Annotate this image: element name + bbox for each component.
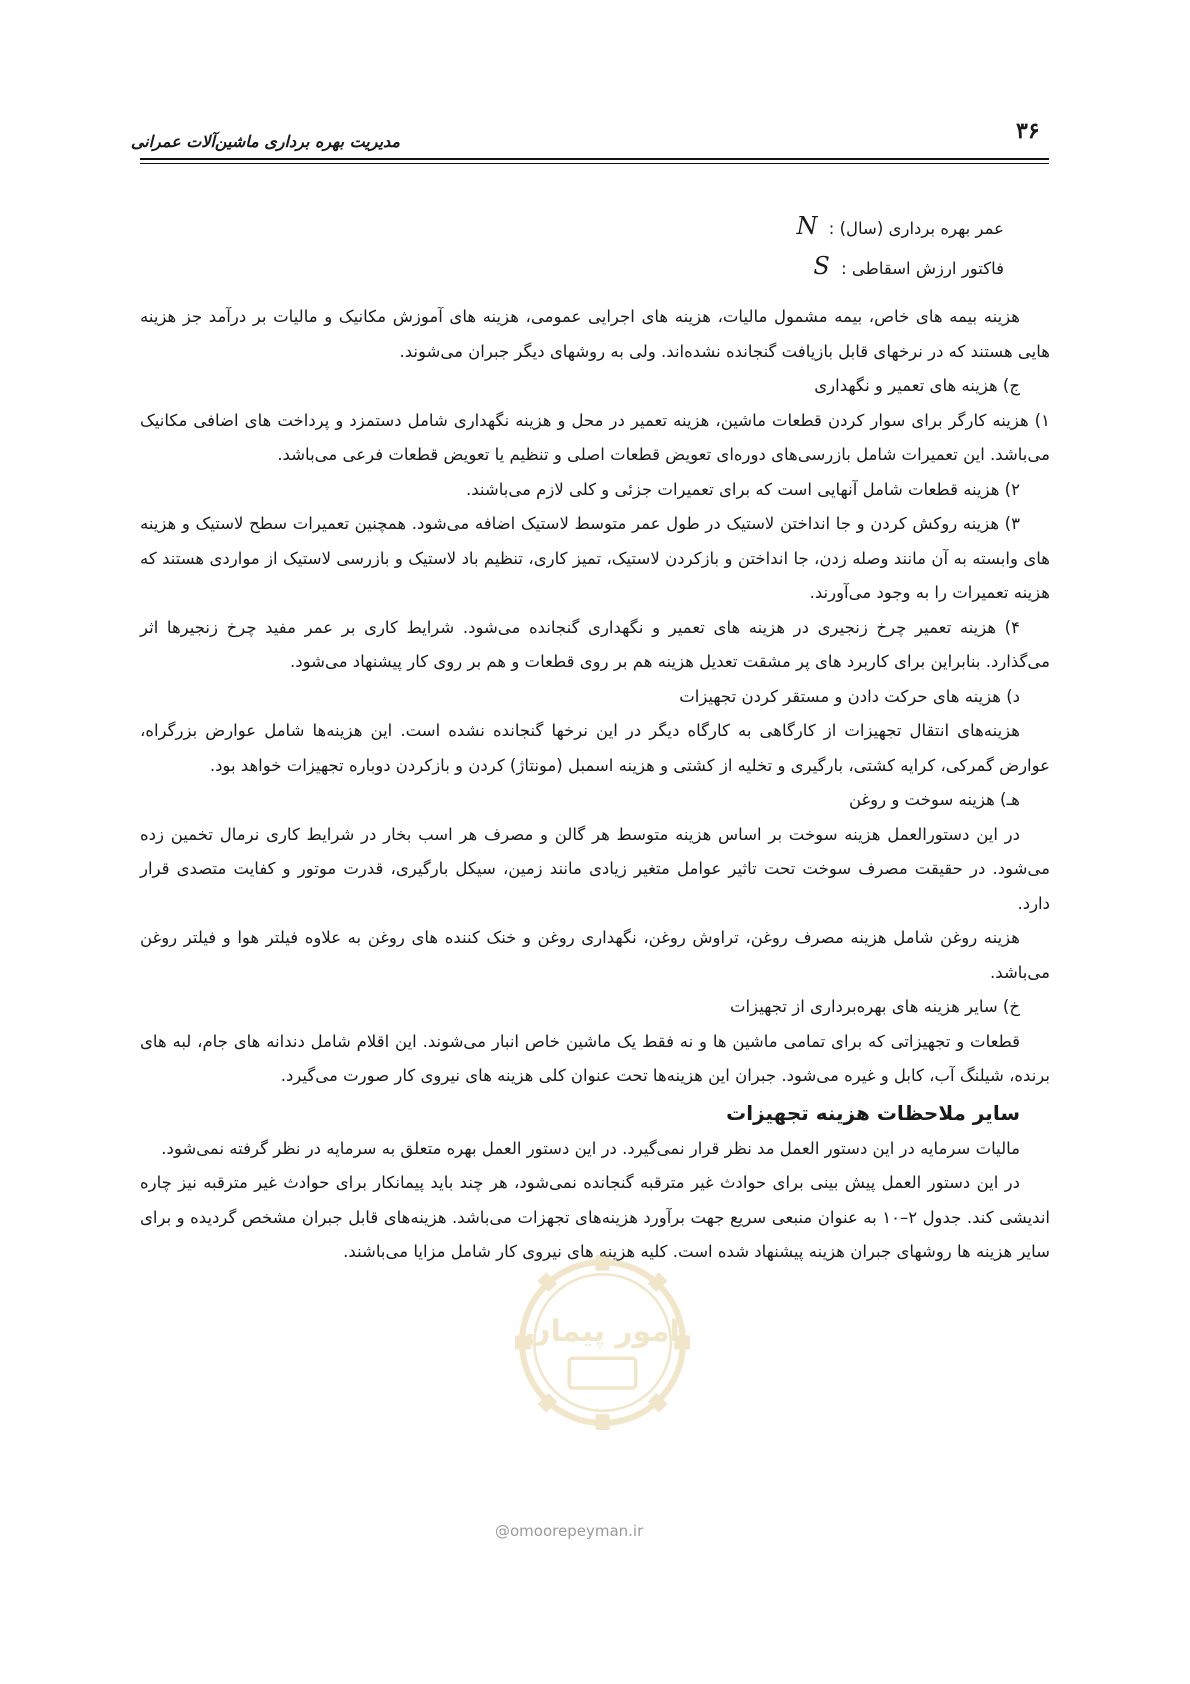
running-header-title: مدیریت بهره برداری ماشین‌آلات عمرانی [130,132,400,151]
paragraph: مالیات سرمایه در این دستور العمل مد نظر قرار نمی‌گیرد. در این دستور العمل بهره متعلق به سرمایه در نظر گرفته نمی‌شود. [161,1138,1020,1158]
paragraph: در این دستورالعمل هزینه سوخت بر اساس هزینه متوسط هر گالن و مصرف هر اسب بخار در شرایط کاری نرمال تخمین زده می‌شود. در حقیقت مصرف سوخت تحت تاثیر عوامل متغیر زیادی مانند زمین، سیکل بارگیری، قدرت موتور و کفایت متصدی قرار دارد. [140,824,1050,913]
header-rule-thin [140,163,1049,164]
paragraph: قطعات و تجهیزاتی که برای تمامی ماشین ها و نه فقط یک ماشین خاص انبار می‌شوند. این اقلام شامل دندانه های جام، لبه های برنده، شیلنگ آب، کابل و غیره می‌شود. جبران این هزینه‌ها تحت عنوان کلی هزینه های نیروی کار صورت می‌گیرد. [140,1031,1050,1085]
paragraph: در این دستور العمل پیش بینی برای حوادث غیر مترقبه گنجانده نمی‌شود، هر چند باید پیمانکار برای حوادث غیر مترقبه نیز چاره اندیشی کند. جدول ۲–۱۰ به عنوان منبعی سریع جهت برآورد هزینه‌های تجهزات می‌باشد. هزینه‌های قابل جبران مشخص گردیده و برای سایر هزینه ها روشهای جبران هزینه پیشنهاد شده است. کلیه هزینه های نیروی کار شامل مزایا می‌باشند. [140,1173,1051,1261]
section-title: سایر ملاحظات هزینه تجهیزات [726,1100,1020,1125]
definition-label: فاکتور ارزش اسقاطی : [841,259,1004,278]
paragraph: ۳) هزینه روکش کردن و جا انداختن لاستیک در طول عمر متوسط لاستیک اضافه می‌شود. همچنین تعمیرات سطح لاستیک و هزینه های وابسته به آن مانند وصله زدن، جا انداختن و بازکردن لاستیک، تمیز کاری، تنظیم باد لاستیک و بازرسی لاستیک از مواردی هستند که هزینه تعمیرات را به وجود می‌آورند. [140,514,1050,602]
header-rule [140,158,1049,160]
subheading: ج) هزینه های تعمیر و نگهداری [814,376,1020,395]
definition-s [813,252,1004,280]
subheading: د) هزینه های حرکت دادن و مستقر کردن تجهیزات [679,686,1020,706]
definition-n [797,212,1004,240]
at-icon: @ [495,1522,510,1540]
watermark-logo-text: امور پیمان [525,1313,680,1349]
paragraph: ۱) هزینه کارگر برای سوار کردن قطعات ماشین، هزینه تعمیر در محل و هزینه نگهداری شامل دستمزد و پرداخت های اضافی مکانیک می‌باشد. این تعمیرات شامل بازرسی‌های دوره‌ای تعویض قطعات اصلی و تنظیم یا تعویض قطعات فرعی می‌باشد. [140,410,1050,464]
subheading: خ) سایر هزینه های بهره‌برداری از تجهیزات [729,997,1020,1016]
body-text [140,300,1050,1270]
page-number: ۳۶ [1016,118,1040,144]
subheading: هـ) هزینه سوخت و روغن [848,790,1020,809]
paragraph: هزینه‌های انتقال تجهیزات از کارگاهی به کارگاه دیگر در این نرخها گنجانده نشده است. این هزینه‌ها شامل عوارض بزرگراه، عوارض گمرکی، کرایه کشتی، بارگیری و تخلیه از کشتی و هزینه اسمبل (مونتاژ) کردن و بازکردن دوباره تجهیزات خواهد بود. [140,721,1050,775]
definition-symbol: N [796,212,818,240]
paragraph: هزینه روغن شامل هزینه مصرف روغن، تراوش روغن، نگهداری روغن و خنک کننده های روغن به علاوه فیلتر هوا و فیلتر روغن می‌باشد. [140,928,1050,982]
paragraph: هزینه بیمه های خاص، بیمه مشمول مالیات، هزینه های اجرایی عمومی، هزینه های آموزش مکانیک و مالیات بر درآمد جز هزینه هایی هستند که در نرخهای قابل بازیافت گنجانده نشده‌اند. ولی به روشهای دیگر جبران می‌شوند. [140,307,1050,361]
paragraph: ۴) هزینه تعمیر چرخ زنجیری در هزینه های تعمیر و نگهداری گنجانده می‌شود. شرایط کاری بر عمر مفید چرخ زنجیرها اثر می‌گذارد. بنابراین برای کاربرد های پر مشقت تعدیل هزینه هم بر روی قطعات و هم بر روی کار پیشنهاد می‌شود. [140,617,1050,671]
definition-label: عمر بهره برداری (سال) : [828,219,1004,238]
watermark-url: @omoorepeyman.ir [495,1522,644,1540]
paragraph: ۲) هزینه قطعات شامل آنهایی است که برای تعمیرات جزئی و کلی لازم می‌باشند. [465,479,1020,499]
definition-symbol: S [813,252,830,280]
watermark-logo-icon [515,1255,690,1430]
